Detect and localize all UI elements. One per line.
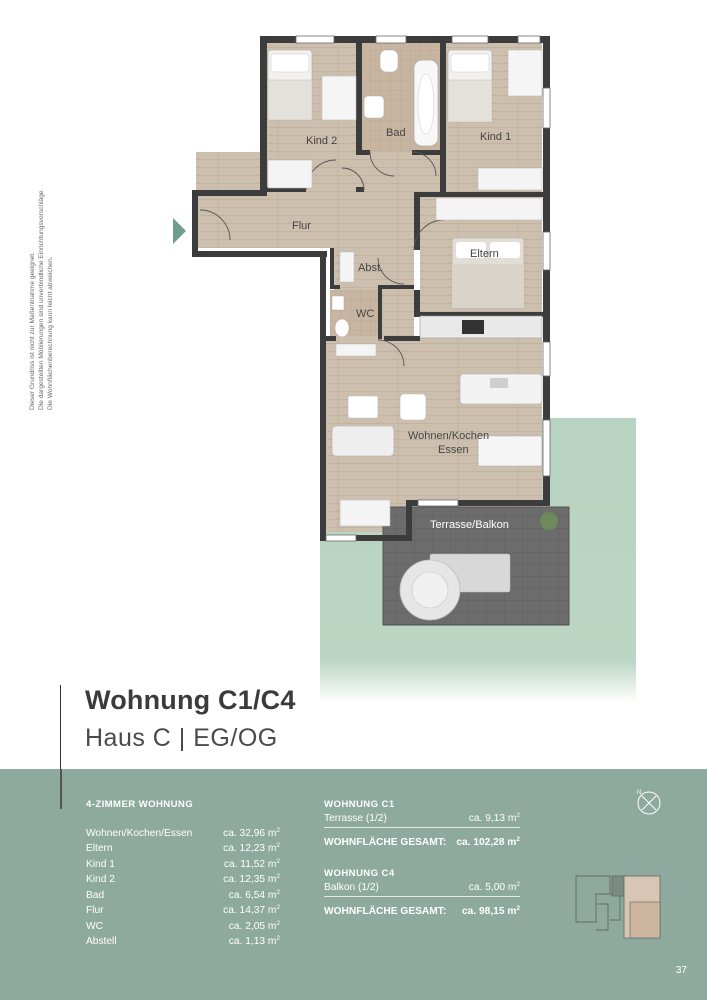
room-area-label: Flur bbox=[86, 905, 104, 916]
divider-line bbox=[60, 769, 62, 809]
c4-balkon-row bbox=[324, 879, 520, 897]
c1-total-value: ca. 102,28 m bbox=[456, 837, 517, 848]
c1-terrace-row bbox=[324, 810, 520, 828]
room-label-eltern: Eltern bbox=[470, 248, 499, 260]
room-area-row bbox=[86, 932, 280, 948]
entrance-arrow-icon bbox=[173, 218, 186, 244]
unit-sup: 2 bbox=[516, 836, 520, 843]
disclaimer-line-2: Die dargestellten Möblierungen sind unverbindliche Einrichtungsvorschläge. bbox=[38, 188, 46, 410]
room-area-value: ca. 12,23 m bbox=[223, 843, 277, 854]
room-area-value: ca. 12,35 m bbox=[223, 874, 277, 885]
c1-heading: WOHNUNG C1 bbox=[324, 799, 395, 810]
c1-terrace-value: ca. 9,13 m bbox=[468, 813, 517, 824]
room-area-row bbox=[86, 870, 280, 886]
c4-balkon-value: ca. 5,00 m bbox=[468, 882, 517, 893]
unit-sup: 2 bbox=[276, 826, 280, 834]
disclaimer-line-1: Dieser Grundriss ist nicht zur Maßentnahme geeignet. bbox=[29, 252, 36, 410]
unit-sup: 2 bbox=[276, 919, 280, 927]
room-area-label: Eltern bbox=[86, 843, 113, 854]
room-label-terrasse: Terrasse/Balkon bbox=[430, 519, 509, 531]
room-area-label: Kind 2 bbox=[86, 874, 115, 885]
room-area-row bbox=[86, 854, 280, 870]
room-label-wohnen: Wohnen/Kochen bbox=[408, 430, 490, 442]
unit-sup: 2 bbox=[516, 881, 520, 888]
info-panel bbox=[0, 769, 707, 1000]
room-area-value: ca. 2,05 m bbox=[228, 920, 277, 932]
site-key-map bbox=[570, 872, 666, 942]
c4-total-value: ca. 98,15 m bbox=[462, 906, 517, 917]
compass-icon bbox=[634, 787, 664, 817]
page-title: Wohnung C1/C4 bbox=[85, 685, 296, 715]
unit-sup: 2 bbox=[276, 857, 280, 865]
unit-sup: 2 bbox=[516, 812, 520, 819]
total-area-table bbox=[324, 799, 520, 917]
c1-terrace-label: Terrasse (1/2) bbox=[324, 813, 387, 824]
room-label-kind1: Kind 1 bbox=[480, 131, 512, 143]
room-area-label: Abstell bbox=[86, 936, 117, 947]
unit-sup: 2 bbox=[276, 873, 280, 880]
room-area-row bbox=[86, 916, 280, 932]
room-area-heading: 4-ZIMMER WOHNUNG bbox=[86, 799, 194, 810]
room-area-row bbox=[86, 901, 280, 917]
room-area-label: Kind 1 bbox=[86, 858, 115, 870]
unit-sup: 2 bbox=[516, 905, 520, 912]
room-area-row bbox=[86, 885, 280, 901]
compass-label: N bbox=[637, 790, 642, 796]
room-area-value: ca. 1,13 m bbox=[228, 936, 277, 947]
room-label-wc: WC bbox=[356, 308, 375, 320]
room-area-label: Wohnen/Kochen/Essen bbox=[86, 827, 193, 839]
c4-total-row bbox=[324, 897, 520, 917]
c4-heading: WOHNUNG C4 bbox=[324, 868, 395, 879]
disclaimer-line-3: Die Wohnflächenberechnung kann leicht abweichen. bbox=[47, 256, 55, 410]
room-area-value: ca. 32,96 m bbox=[223, 827, 277, 839]
room-area-label: Bad bbox=[86, 889, 105, 901]
room-label-essen: Essen bbox=[438, 444, 469, 456]
room-label-kind2: Kind 2 bbox=[306, 135, 338, 147]
room-area-label: WC bbox=[86, 920, 103, 932]
unit-sup: 2 bbox=[276, 888, 280, 896]
room-area-value: ca. 14,37 m bbox=[223, 905, 277, 916]
title-block bbox=[60, 685, 296, 770]
c4-total-label: WOHNFLÄCHE GESAMT: bbox=[324, 906, 447, 917]
room-label-flur: Flur bbox=[292, 220, 311, 232]
room-area-row bbox=[86, 839, 280, 855]
unit-sup: 2 bbox=[276, 935, 280, 942]
room-area-value: ca. 11,52 m bbox=[223, 858, 277, 870]
room-label-bad: Bad bbox=[386, 127, 406, 139]
room-label-abst: Abst. bbox=[358, 262, 384, 274]
unit-sup: 2 bbox=[276, 904, 280, 911]
c1-total-label: WOHNFLÄCHE GESAMT: bbox=[324, 837, 447, 848]
unit-sup: 2 bbox=[276, 842, 280, 849]
room-area-row bbox=[86, 823, 280, 839]
room-area-value: ca. 6,54 m bbox=[228, 889, 277, 901]
page-number: 37 bbox=[675, 965, 687, 976]
room-area-table bbox=[86, 799, 280, 947]
page-subtitle: Haus C | EG/OG bbox=[85, 724, 278, 752]
c1-total-row bbox=[324, 828, 520, 848]
c4-balkon-label: Balkon (1/2) bbox=[324, 882, 379, 893]
